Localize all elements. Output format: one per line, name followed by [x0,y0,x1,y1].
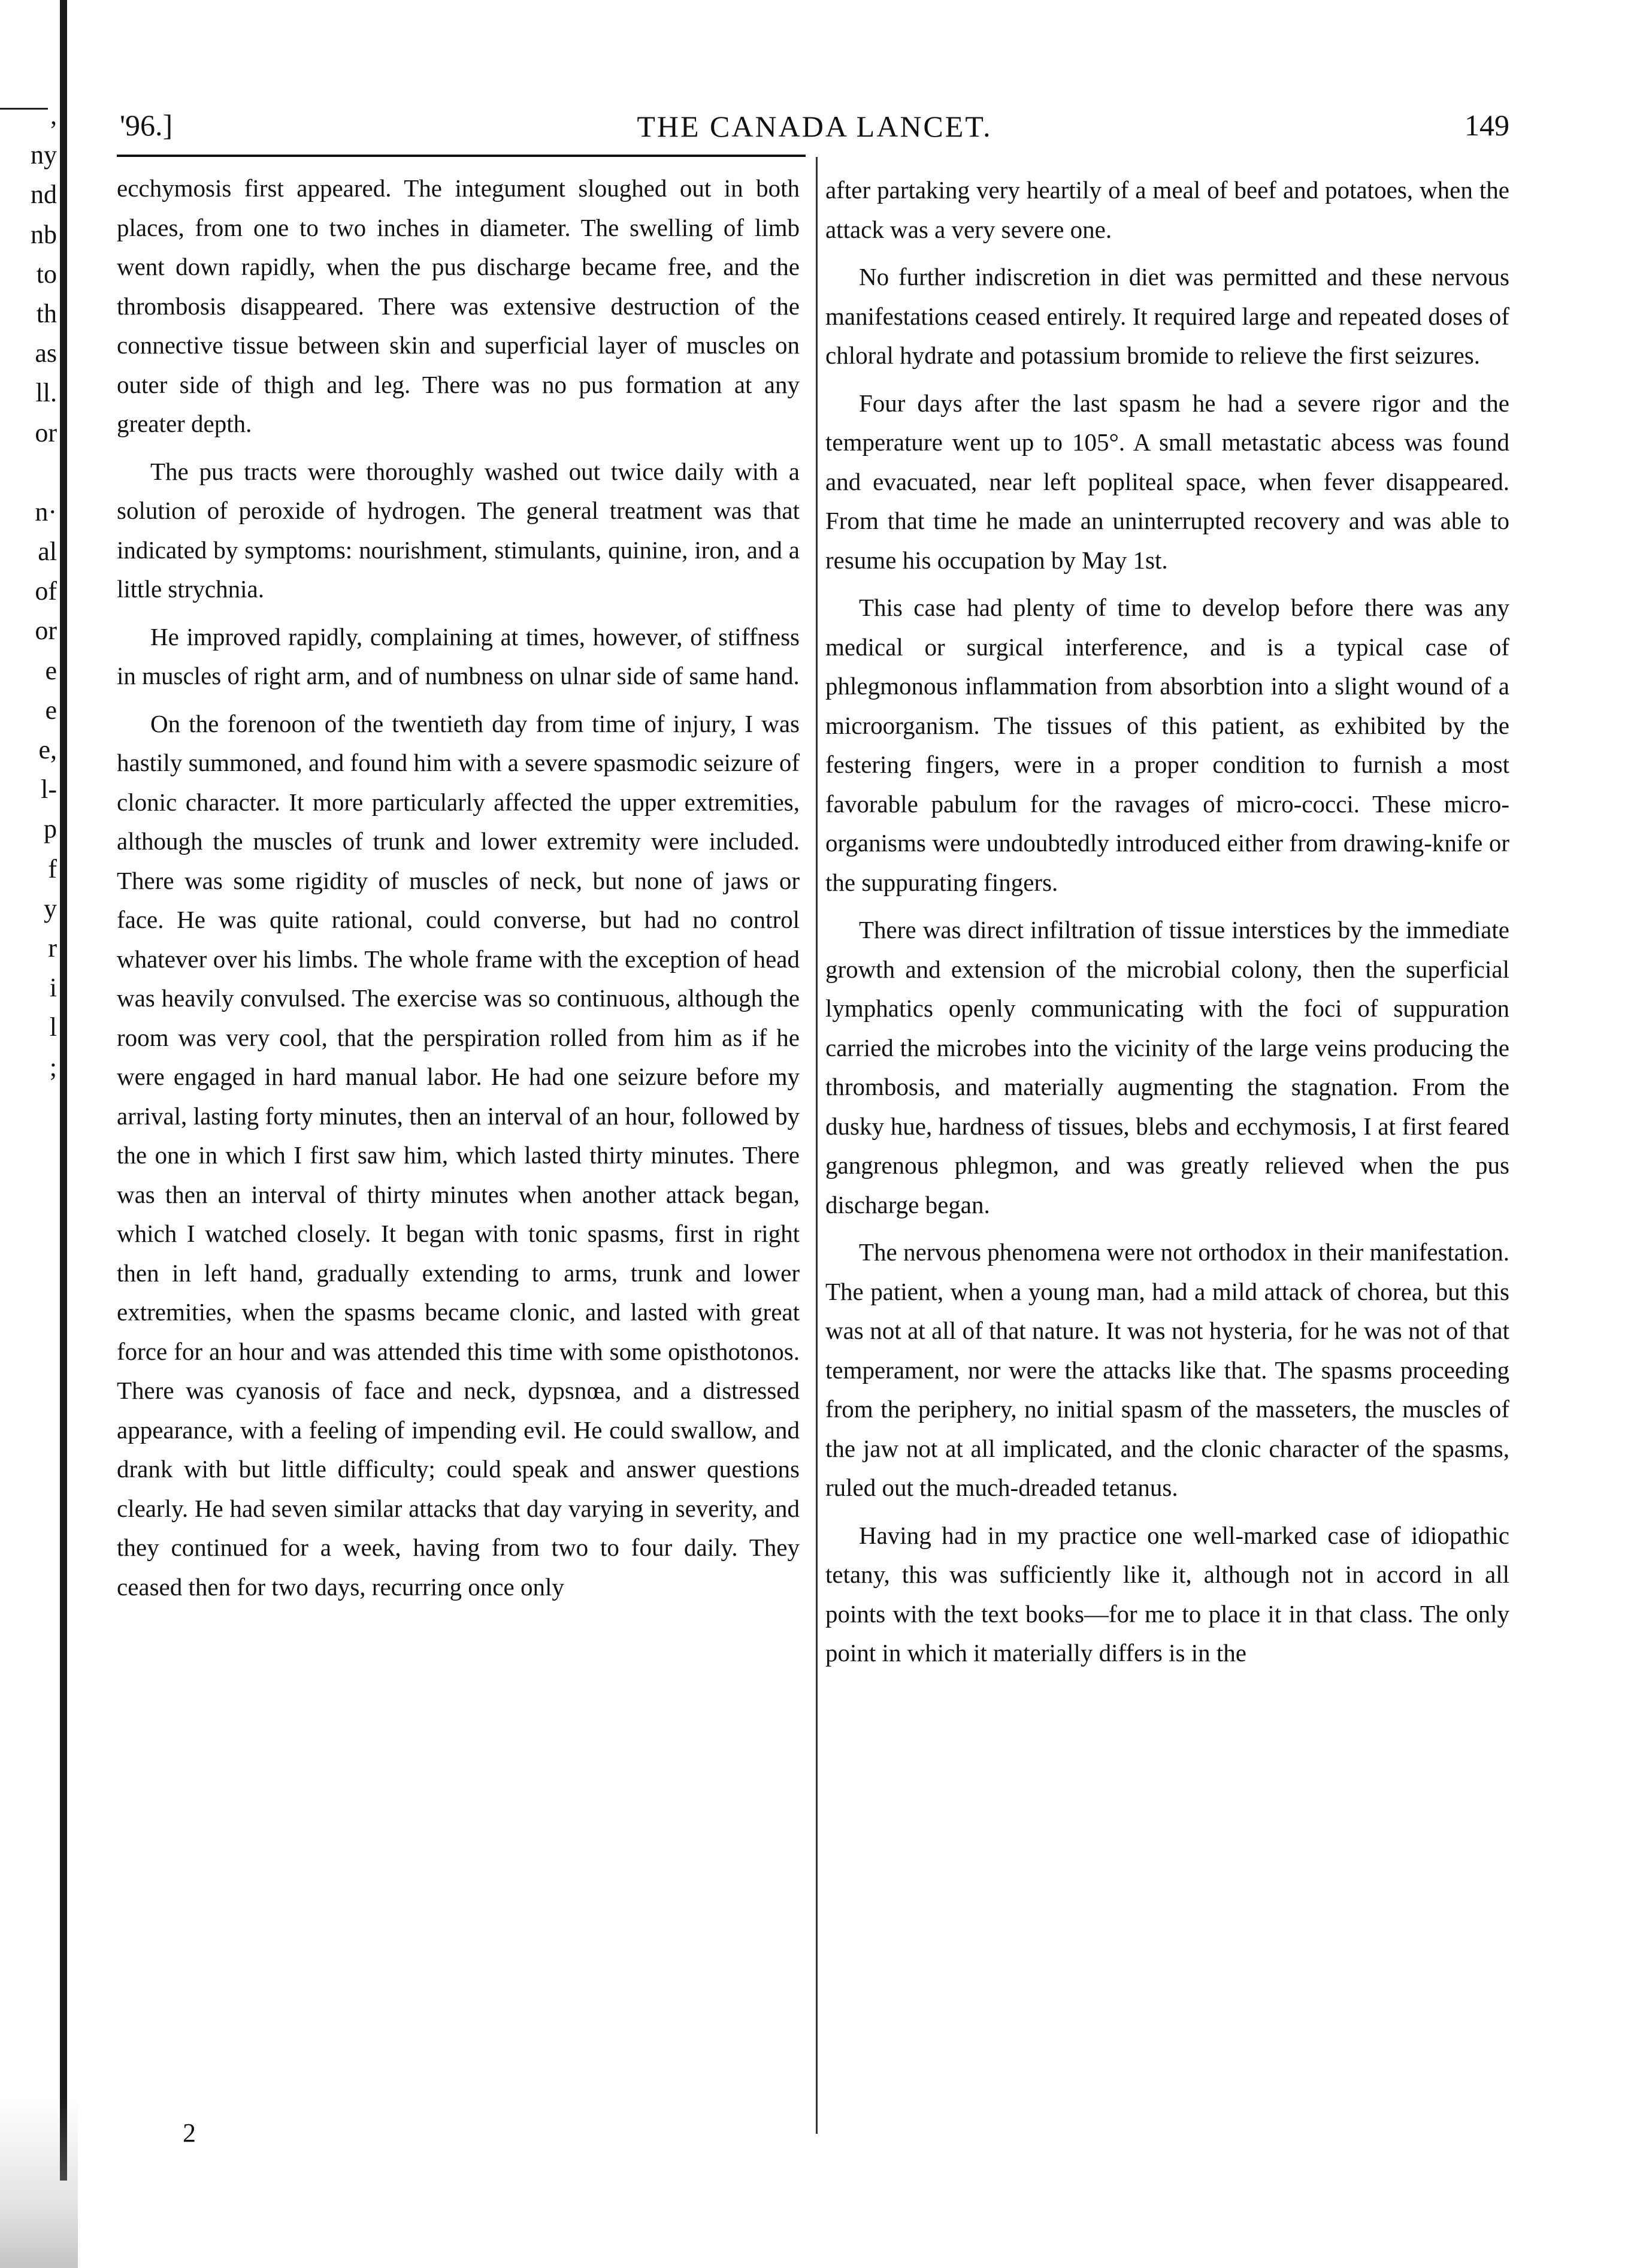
margin-fragment: ; [49,1052,57,1082]
paragraph: ecchymosis first appeared. The integument sloughed out in both places, from one to two inches in diameter. The swelling of limb went down rapidly, when the pus discharge became free, and the thrombosis disappeared. There was extensive destruction of the connective tissue between skin and superficial layer of muscles on outer side of thigh and leg. There was no pus formation at any greater depth. [117,174,800,437]
margin-fragment: or [35,616,57,646]
margin-fragment: y [44,893,57,923]
paragraph: The nervous phenomena were not orthodox in their manifestation. The patient, when a young man, had a mild attack of chorea, but this was not at all of that nature. It was not hysteria, for he was not of that temperament, nor were the attacks like that. The spasms proceeding from the periphery, no initial spasm of the masseters, the muscles of the jaw not at all implicated, and the clonic character of the spasms, ruled out the much-dreaded tetanus. [825,1238,1509,1501]
margin-fragment: r [48,933,57,963]
paragraph: On the forenoon of the twentieth day from time of injury, I was hastily summoned, and found him with a severe spasmodic seizure of clonic character. It more particularly affected the upper extremities, although the muscles of trunk and lower extremity were included. There was some rigidity of muscles of neck, but none of jaws or face. He was quite rational, could converse, but had no control whatever over his limbs. The whole frame with the exception of head was heavily convulsed. The exercise was so continuous, although the room was very cool, that the perspiration rolled from him as if he were engaged in hard manual labor. He had one seizure before my arrival, lasting forty minutes, then an interval of an hour, followed by the one in which I first saw him, which lasted thirty minutes. There was then an interval of thirty minutes when another attack began, which I watched closely. It began with tonic spasms, first in right then in left hand, gradually extending to arms, trunk and lower extremities, when the spasms became clonic, and lasted with great force for an hour and was attended this time with some opisthotonos. There was cyanosis of face and neck, dypsnœa, and a distressed appearance, with a feeling of impending evil. He could swallow, and drank with but little difficulty; could speak and answer questions clearly. He had seven similar attacks that day varying in severity, and they continued for a week, having from two to four daily. They ceased then for two days, recurring once only [117,709,800,1601]
paragraph: Four days after the last spasm he had a severe rigor and the temperature went up to 105°. A small metastatic abcess was found and evacuated, near left popliteal space, when fever disappeared. From that time he made an uninterrupted recovery and was able to resume his occupation by May 1st. [825,389,1509,574]
paragraph: He improved rapidly, complaining at times, however, of stiffness in muscles of right arm, and of numbness on ulnar side of same hand. [117,622,800,690]
margin-fragment: ll. [35,378,57,408]
binding-edge [60,0,67,2181]
margin-fragment: f [48,854,57,884]
margin-fragment: l- [41,775,57,805]
binding-shadow [0,2097,78,2268]
margin-fragment: of [35,576,57,606]
right-column [825,171,1509,1682]
paragraph: There was direct infiltration of tissue interstices by the immediate growth and extension of the microbial colony, then the superficial lymphatics openly communicating with the foci of suppuration carried the microbes into the vicinity of the large veins producing the thrombosis, and materially augmenting the stagnation. From the dusky hue, hardness of tissues, blebs and ecchymosis, I at first feared gangrenous phlegmon, and was greatly relieved when the pus discharge began. [825,916,1509,1218]
running-header [120,108,1509,150]
journal-title: THE CANADA LANCET. [637,110,992,143]
margin-fragment: i [49,973,57,1003]
margin-fragment: n· [35,497,57,527]
left-column [117,169,800,1615]
margin-fragment: as [35,338,57,368]
margin-fragment: e [45,695,57,725]
header-rule [117,155,806,157]
margin-fragment: nb [31,219,57,249]
margin-fragment: th [36,298,57,328]
margin-fragment: al [38,537,57,567]
margin-fragment [0,453,57,492]
paragraph: Having had in my practice one well-marked case of idiopathic tetany, this was sufficiently like it, although not in accord in all points with the text books—for me to place it in that class. The only point in which it materially differs is in the [825,1521,1509,1667]
margin-fragment: or [35,418,57,447]
paragraph: No further indiscretion in diet was permitted and these nervous manifestations ceased entirely. It required large and repeated doses of chloral hydrate and potassium bromide to relieve the first seizures. [825,263,1509,369]
paragraph: after partaking very heartily of a meal of beef and potatoes, when the attack was a very severe one. [825,176,1509,243]
margin-fragment: nd [31,180,57,210]
paragraph: The pus tracts were thoroughly washed out twice daily with a solution of peroxide of hydrogen. The general treatment was that indicated by symptoms: nourishment, stimulants, quinine, iron, and a little strychnia. [117,457,800,603]
header-date: '96.] [120,108,173,142]
margin-fragment: l [49,1012,57,1042]
column-divider [816,157,818,2134]
previous-page-fragments [0,96,57,1087]
page-number: 149 [1464,108,1509,142]
margin-fragment: to [36,259,57,289]
signature-mark: 2 [183,2118,196,2148]
margin-fragment: , [50,101,57,130]
margin-fragment: e [45,655,57,685]
margin-fragment: e, [38,735,57,764]
margin-fragment: p [44,814,57,844]
paragraph: This case had plenty of time to develop before there was any medical or surgical interference, and is a typical case of phlegmonous inflammation from absorbtion into a slight wound of a microorganism. The tissues of this patient, as exhibited by the festering fingers, were in a proper condition to furnish a most favorable pabulum for the ravages of micro-cocci. These micro-organisms were undoubtedly introduced either from drawing-knife or the suppurating fingers. [825,594,1509,896]
margin-fragment: ny [31,140,57,170]
